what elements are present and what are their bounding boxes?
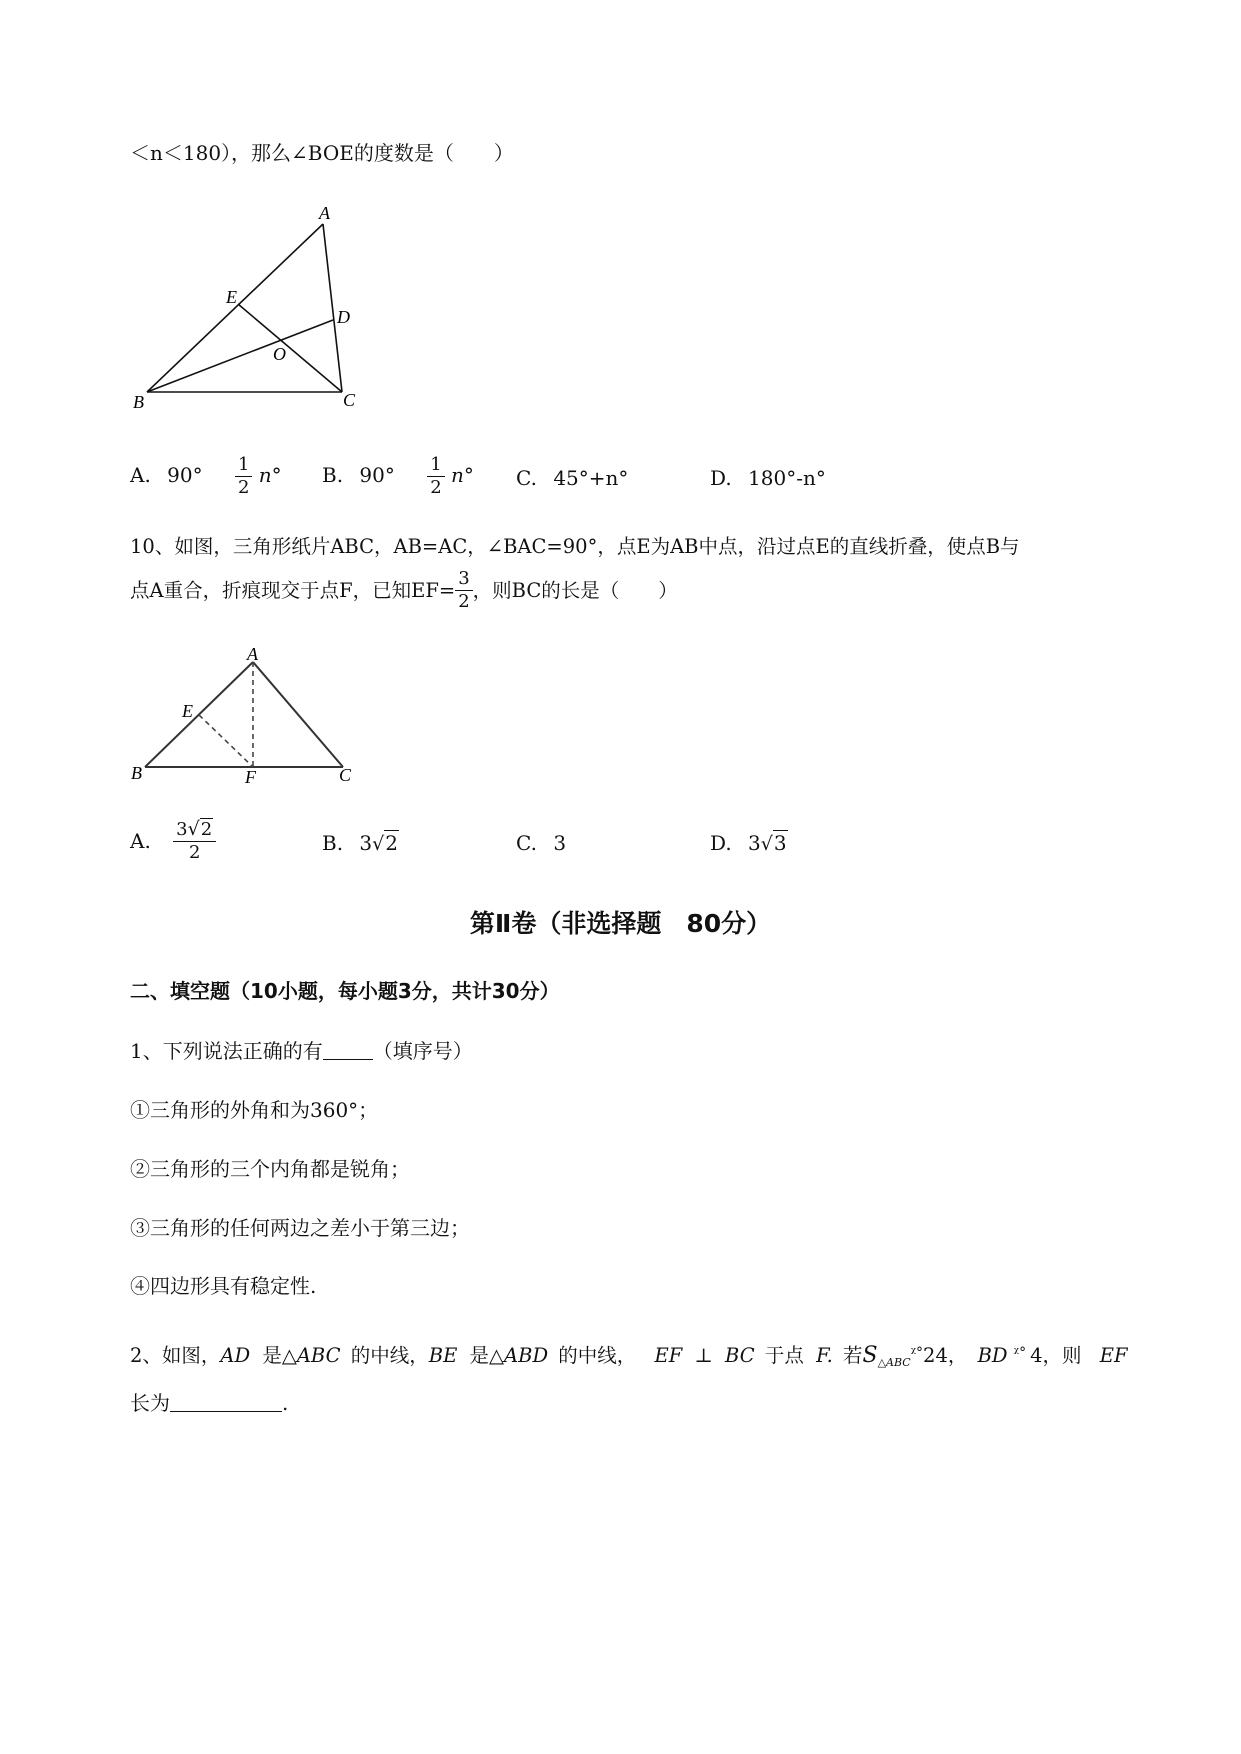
q10-label-E: E [182,701,193,721]
q10-label-C: C [339,765,352,785]
q9-label-E: E [226,287,237,307]
option-fraction: $\frac{1}{2}$ [235,456,252,497]
q10-label-A: A [247,644,258,664]
q9-triangle-figure [125,200,385,420]
option-value: 3√3 [748,831,787,855]
option-letter: B. [322,831,344,855]
option-letter: D. [710,466,732,490]
q9-option-b[interactable] [322,456,474,497]
option-fraction: $\frac{3√2}{2}$ [173,820,216,862]
q9-option-c[interactable] [516,468,628,488]
option-fraction: $\frac{1}{2}$ [427,456,444,497]
option-text: 3 [553,831,567,855]
q10-stem-line1: 10、如图，三角形纸片ABC，AB=AC，∠BAC=90°，点E为AB中点，沿过点E的直线折叠，使点B与 [130,535,1020,558]
section-2-title: 第Ⅱ卷（非选择题 80分） [469,909,772,938]
q9-label-B: B [133,392,144,412]
q10-option-d[interactable] [710,833,788,854]
option-text: 45°+n° [553,466,629,490]
fill-blank-header: 二、填空题（10小题，每小题3分，共计30分） [130,979,560,1003]
option-variable: n° [258,463,282,487]
option-letter: C. [516,831,537,855]
q10-stem-line2: 点A重合，折痕现交于点F，已知EF= $\frac{3}{2}$ ，则BC的长是（ ） [130,568,678,612]
q9-label-C: C [343,390,356,410]
fq1-item-4: ④四边形具有稳定性. [130,1274,317,1298]
q9-option-d[interactable] [710,468,826,488]
option-letter: B. [322,463,344,487]
q10-label-B: B [131,763,142,783]
answer-blank[interactable] [170,1393,282,1412]
option-letter: D. [710,831,732,855]
option-prefix: 90° [359,463,395,487]
option-variable: n° [451,463,474,487]
q9-label-O: O [273,344,286,364]
option-letter: A. [130,463,151,487]
q10-option-a[interactable] [130,820,216,862]
option-prefix: 90° [167,463,203,487]
fq1-stem: 1、下列说法正确的有 （填序号） [130,1039,473,1063]
fq2-stem-line2: 长为 . [130,1391,289,1415]
q10-triangle-figure [125,640,365,790]
option-text: 180°-n° [748,466,826,490]
fq2-stem-line1: 2、如图，AD 是△ABC 的中线，BE 是△ABD 的中线， EF ⊥ BC 于点 F. 若$S_{\triangle ABC}^{ᵡ^\circ}24$， BD $^{ᵡ^\circ}$ 4，则 EF [130,1343,1128,1369]
fq1-item-1: ①三角形的外角和为360°； [130,1098,379,1122]
option-value: 3√2 [359,831,398,855]
ef-fraction: $\frac{3}{2}$ [455,570,472,611]
q9-stem-tail: ＜n＜180），那么∠BOE的度数是（ ） [130,141,514,165]
fq1-item-3: ③三角形的任何两边之差小于第三边； [130,1216,470,1240]
q9-label-D: D [337,307,350,327]
fq1-item-2: ②三角形的三个内角都是锐角； [130,1157,410,1181]
q9-label-A: A [319,203,330,223]
q10-option-b[interactable] [322,833,399,854]
q9-option-a[interactable] [130,456,282,497]
q10-option-c[interactable] [516,833,566,853]
option-letter: C. [516,466,537,490]
option-letter: A. [130,829,151,853]
answer-blank[interactable] [323,1041,373,1060]
q10-label-F: F [245,767,256,787]
